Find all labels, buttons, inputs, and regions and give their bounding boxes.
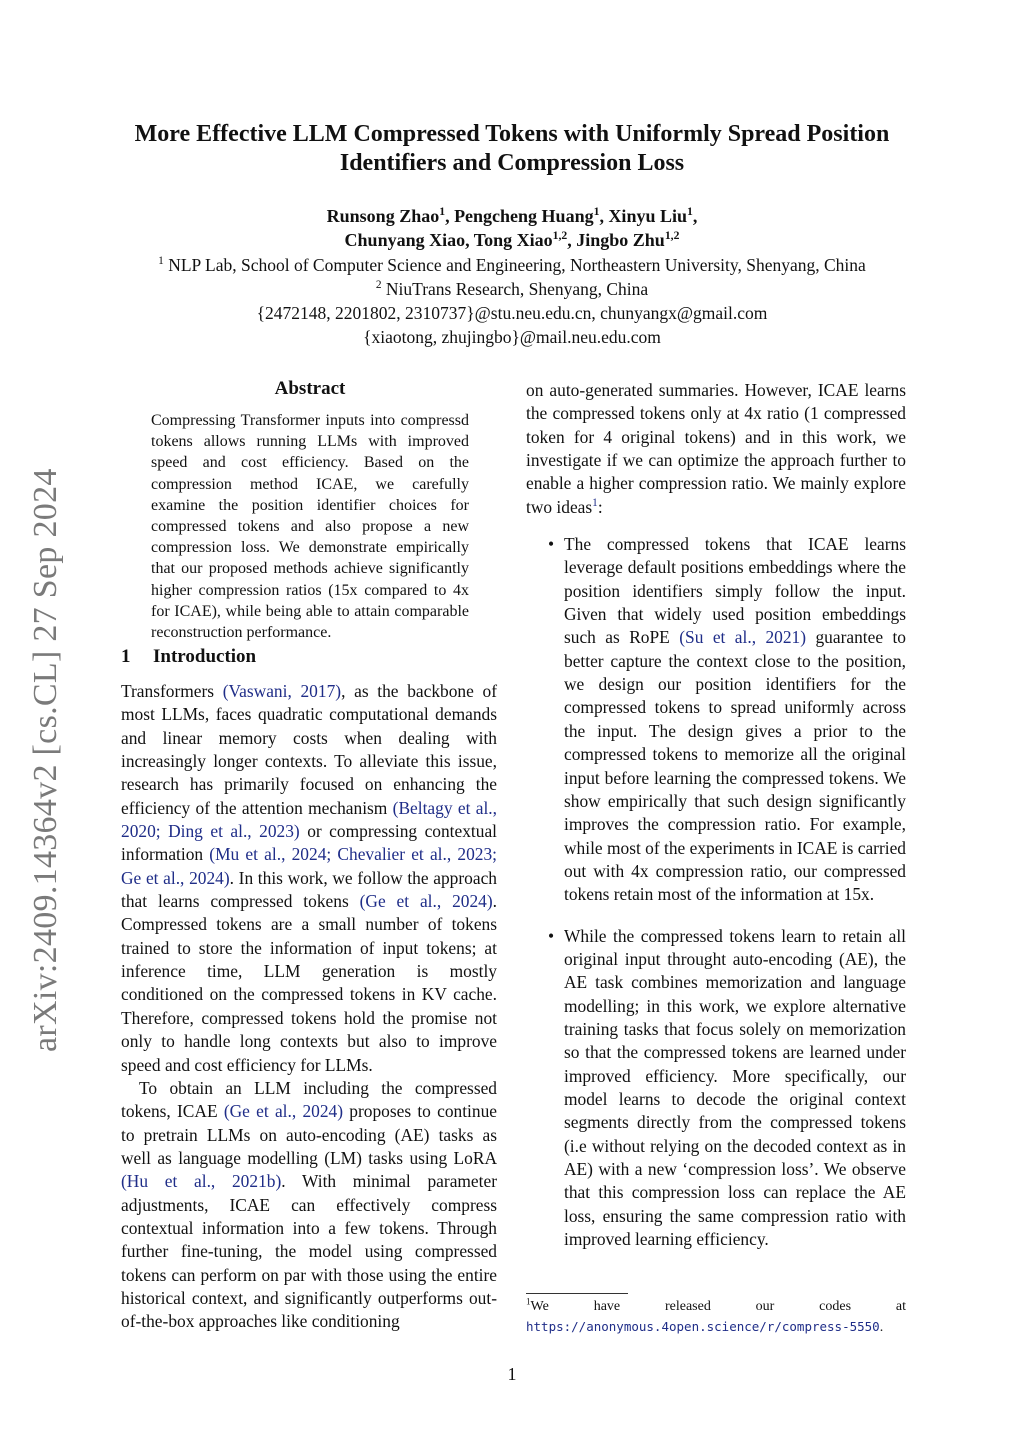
footnote	[526, 1297, 906, 1338]
citation-link[interactable]: (Ge et al., 2024)	[223, 1101, 344, 1122]
author-name: Chunyang Xiao	[344, 230, 466, 250]
abstract-text: Compressing Transformer inputs into compressd tokens allows running LLMs with improved speed and cost efficiency. Based on the compression method ICAE, we carefully examine the position identifier choices for compressed tokens and also propose a new compression loss. We demonstrate empirically that our proposed methods achieve significantly higher compression ratios (15x compared to 4x for ICAE), while being able to attain comparable reconstruction performance.	[151, 412, 469, 642]
right-column	[526, 379, 906, 1269]
affiliation-mark: 2	[375, 279, 382, 292]
affiliation-text: NLP Lab, School of Computer Science and Engineering, Northeastern University, Shenyang, China	[168, 255, 866, 275]
text-run: . Compressed tokens are a small number of tokens trained to store the information of input tokens; at inference time, LLM generation is mostly conditioned on the compressed tokens in KV cache. Therefore, compressed tokens hold the promise not only to handle long contexts but also to improve speed and cost efficiency for LLMs.	[121, 891, 498, 1075]
bullet-icon: •	[548, 534, 555, 555]
title-line-1: More Effective LLM Compressed Tokens with Uniformly Spread Position	[134, 121, 890, 147]
text-run: :	[597, 496, 603, 517]
intro-paragraph-2	[121, 1077, 497, 1334]
ideas-list	[526, 533, 906, 1251]
affiliation-mark: 1	[158, 255, 164, 268]
email-line-1: {2472148, 2201802, 2310737}@stu.neu.edu.cn, chunyangx@gmail.com	[256, 303, 768, 323]
page-number: 1	[507, 1364, 517, 1384]
citation-link[interactable]: (Hu et al., 2021b)	[121, 1171, 282, 1192]
paper-title	[100, 120, 924, 178]
section-heading-introduction	[121, 646, 256, 668]
author-name: Xinyu Liu	[608, 206, 687, 226]
author-line-2: Chunyang Xiao, Tong Xiao$^{1,2}$, Jingbo Zhu$^{1,2}$	[344, 229, 680, 250]
author-name: Tong Xiao	[473, 230, 553, 250]
code-repository-link[interactable]: https://anonymous.4open.science/r/compress-5550	[526, 1319, 880, 1334]
citation-link[interactable]: (Vaswani, 2017)	[222, 681, 342, 701]
citation-link[interactable]: (Su et al., 2021)	[679, 627, 807, 648]
footnote-divider	[526, 1293, 628, 1294]
section-title: Introduction	[153, 646, 257, 667]
text-run: , as the backbone of most LLMs, faces quadratic computational demands and linear memory costs when dealing with increasingly longer contexts. To alleviate this issue, research has primarily focused on enhancing the efficiency of the attention mechanism	[121, 681, 498, 818]
affiliation-2	[100, 277, 924, 301]
footnote-mark: 1	[526, 1296, 531, 1307]
author-name: Jingbo Zhu	[576, 230, 665, 250]
citation-link[interactable]: (Ge et al., 2024)	[359, 891, 493, 912]
footnote-end: .	[879, 1320, 884, 1335]
text-run: The compressed tokens that ICAE learns leverage default positions embeddings where the position identifiers simply follow the input. Given that widely used position embeddings such as RoPE	[564, 534, 906, 648]
text-run: To obtain an LLM including the compressed tokens, ICAE	[121, 1077, 497, 1122]
text-run: or compressing contextual information	[121, 821, 498, 865]
affiliation-text: NiuTrans Research, Shenyang, China	[385, 279, 649, 299]
text-run: Transformers	[121, 681, 223, 701]
text-run: proposes to continue to pretrain LLMs on auto-encoding (AE) tasks as well as language modelling (LM) tasks using LoRA	[121, 1101, 497, 1168]
author-name: Pengcheng Huang	[454, 206, 594, 226]
author-affiliation-mark: 1	[593, 205, 600, 218]
bullet-icon: •	[548, 925, 555, 946]
list-item	[526, 925, 906, 1252]
author-name: Runsong Zhao	[326, 206, 440, 226]
author-line-1: Runsong Zhao$^1$, Pengcheng Huang$^1$, Xinyu Liu$^1$,	[326, 205, 698, 226]
author-affiliation-mark: 1	[686, 205, 693, 218]
affiliation-1	[100, 253, 924, 277]
arxiv-identifier-stamp: arXiv:2409.14364v2 [cs.CL] 27 Sep 2024	[27, 468, 64, 1052]
email-line-2: {xiaotong, zhujingbo}@mail.neu.edu.com	[363, 327, 661, 347]
title-line-2: Identifiers and Compression Loss	[339, 150, 685, 176]
author-affiliation-mark: 1,2	[664, 229, 680, 242]
footnote-text: We have released our codes at	[530, 1299, 906, 1314]
author-affiliation-mark: 1	[439, 205, 446, 218]
intro-paragraph-3	[526, 379, 906, 519]
intro-paragraph-1	[121, 680, 497, 1077]
text-run: While the compressed tokens learn to retain all original input throught auto-encoding (AE), the AE task combines memorization and language modelling; in this work, we explore alternative training tasks that focus solely on memorization so that the compressed tokens are learned under improved efficiency. More specifically, our model learns to decode the original context segments directly from the compressed tokens (i.e without relying on the decoded context as in AE) with a new ‘compression loss’. We observe that this compression loss can replace the AE loss, ensuring the same compression ratio with improved learning efficiency.	[564, 925, 906, 1250]
text-run: . With minimal parameter adjustments, ICAE can effectively compress contextual information into a few tokens. Through further fine-tuning, the model using compressed tokens can perform on par with those using the entire historical context, and significantly outperforms out-of-the-box approaches like conditioning	[121, 1171, 497, 1332]
abstract-heading: Abstract	[274, 378, 346, 399]
citation-link[interactable]: (Mu et al., 2024; Chevalier et al., 2023; Ge et al., 2024)	[121, 844, 497, 888]
section-number: 1	[121, 646, 131, 667]
citation-link[interactable]: (Beltagy et al., 2020; Ding et al., 2023)	[121, 797, 498, 842]
list-item	[526, 533, 906, 907]
text-run: guarantee to better capture the context close to the position, we design our position identifiers for the compressed tokens to spread uniformly across the input. The design gives a prior to the compressed tokens to memorize all the original input before learning the compressed tokens. We show empirically that such design significantly improves the compression ratio. For example, while most of the experiments in ICAE is carried out with 4x compression ratio, our compressed tokens retain most of the information at 15x.	[564, 627, 907, 905]
footnote-link[interactable]: 1	[592, 496, 598, 509]
text-run: on auto-generated summaries. However, ICAE learns the compressed tokens only at 4x ratio (1 compressed token for 4 original tokens) and in this work, we investigate if we can optimize the approach further to enable a higher compression ratio. We mainly explore two ideas	[526, 380, 906, 517]
text-run: . In this work, we follow the approach that learns compressed tokens	[121, 867, 497, 912]
left-column	[121, 680, 497, 1334]
author-affiliation-mark: 1,2	[552, 229, 568, 242]
